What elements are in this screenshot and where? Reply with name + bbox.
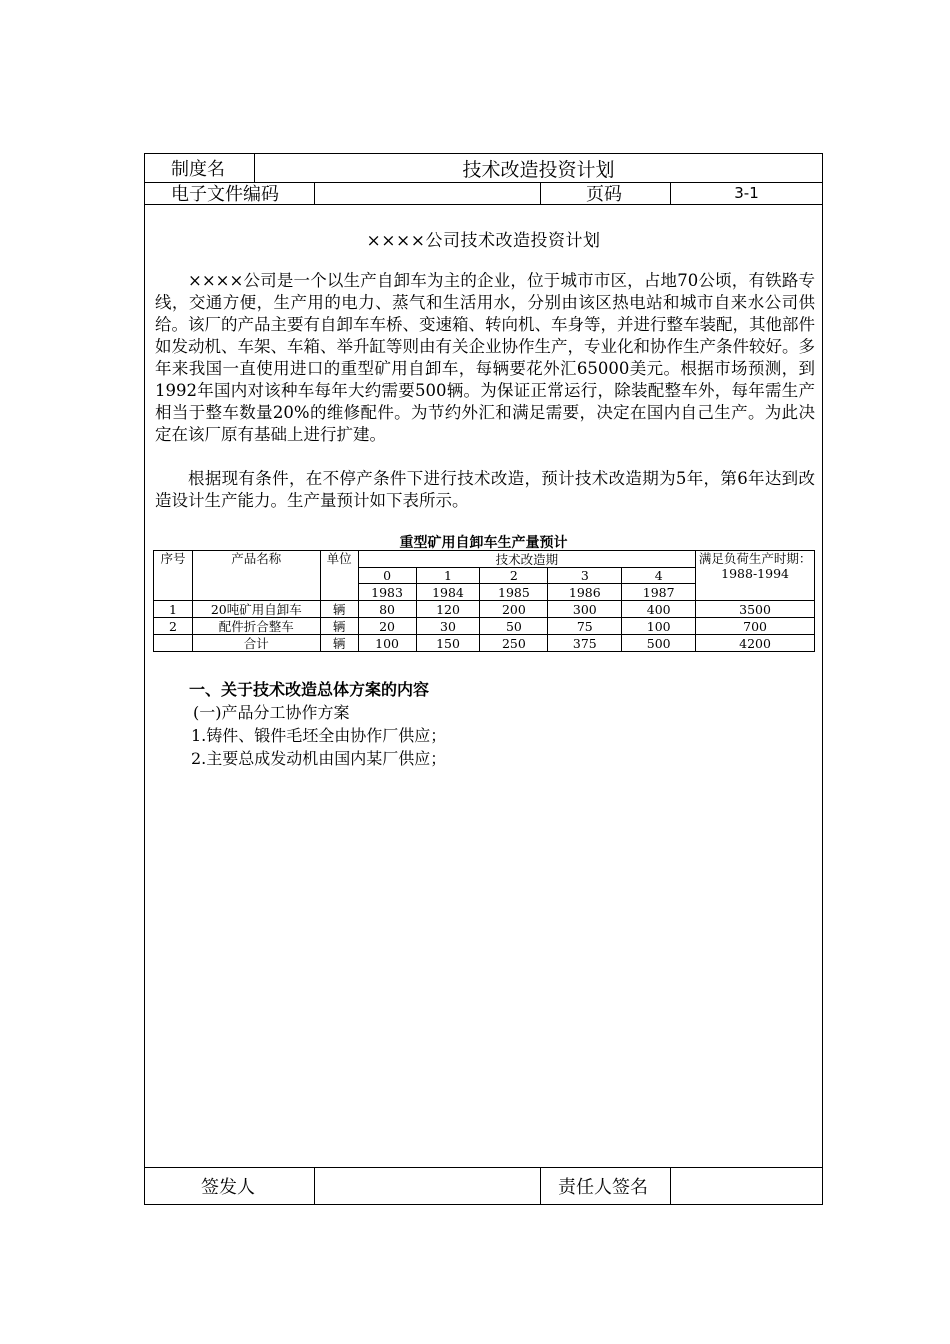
- row-full: 700: [696, 618, 815, 635]
- period-index: 3: [548, 568, 622, 584]
- row-no: 1: [154, 601, 193, 618]
- responsible-label: 责任人签名: [558, 1177, 648, 1198]
- document-title: ××××公司技术改造投资计划: [366, 231, 601, 251]
- row-value: 100: [358, 635, 416, 652]
- header-unit: 单位: [320, 551, 358, 601]
- period-index: 4: [622, 568, 696, 584]
- table-row-total: [154, 635, 815, 652]
- footer-row: [145, 1167, 822, 1204]
- system-name-label: 制度名: [171, 159, 225, 180]
- file-code-label: 电子文件编码: [171, 184, 279, 205]
- file-code-value: [315, 182, 540, 204]
- header-row-system-name: [145, 154, 822, 183]
- row-unit: 辆: [320, 618, 358, 635]
- page-value: 3-1: [734, 184, 759, 202]
- period-year: 1986: [548, 584, 622, 601]
- period-index: 0: [358, 568, 416, 584]
- document-frame: [144, 153, 823, 1205]
- row-value: 400: [622, 601, 696, 618]
- row-no: 2: [154, 618, 193, 635]
- row-value: 300: [548, 601, 622, 618]
- row-value: 30: [416, 618, 480, 635]
- row-full: 3500: [696, 601, 815, 618]
- section-heading: 一、关于技术改造总体方案的内容: [189, 680, 430, 699]
- list-item: 1.铸件、锻件毛坯全由协作厂供应；: [191, 726, 447, 745]
- paragraph-2: 根据现有条件，在不停产条件下进行技术改造，预计技术改造期为5年，第6年达到改造设计生产能力。生产量预计如下表所示。: [155, 469, 815, 510]
- issuer-label: 签发人: [201, 1177, 255, 1198]
- row-value: 150: [416, 635, 480, 652]
- row-value: 500: [622, 635, 696, 652]
- row-value: 250: [480, 635, 548, 652]
- row-value: 80: [358, 601, 416, 618]
- header-row-file-code: [145, 182, 822, 205]
- production-table: [153, 550, 815, 652]
- period-year: 1983: [358, 584, 416, 601]
- table-row: [154, 601, 815, 618]
- divider: [540, 182, 541, 204]
- responsible-value: [671, 1168, 822, 1204]
- period-index: 2: [480, 568, 548, 584]
- header-period: 技术改造期: [358, 551, 696, 568]
- row-name: 20吨矿用自卸车: [192, 601, 320, 618]
- row-unit: 辆: [320, 635, 358, 652]
- list-item: 2.主要总成发动机由国内某厂供应；: [191, 749, 447, 768]
- row-full: 4200: [696, 635, 815, 652]
- paragraph-1: ××××公司是一个以生产自卸车为主的企业，位于城市市区，占地70公顷，有铁路专线，交通方便，生产用的电力、蒸气和生活用水，分别由该区热电站和城市自来水公司供给。该厂的产品主要有自卸车车桥、变速箱、转向机、车身等，并进行整车装配，其他部件如发动机、车架、车箱、举升缸等则由有关企业协作生产，专业化和协作生产条件较好。多年来我国一直使用进口的重型矿用自卸车，每辆要花外汇65000美元。根据市场预测，到1992年国内对该种车每年大约需要500辆。为保证正常运行，除装配整车外，每年需生产相当于整车数量20%的维修配件。为节约外汇和满足需要，决定在国内自己生产。为此决定在该厂原有基础上进行扩建。: [155, 271, 815, 444]
- table-row: [154, 618, 815, 635]
- row-name: 配件折合整车: [192, 618, 320, 635]
- row-value: 375: [548, 635, 622, 652]
- subsection-heading: (一)产品分工协作方案: [193, 703, 350, 722]
- row-value: 50: [480, 618, 548, 635]
- system-name-value: 技术改造投资计划: [462, 158, 615, 181]
- row-name: 合计: [192, 635, 320, 652]
- period-index: 1: [416, 568, 480, 584]
- row-unit: 辆: [320, 601, 358, 618]
- row-no: [154, 635, 193, 652]
- header-name: 产品名称: [192, 551, 320, 601]
- row-value: 75: [548, 618, 622, 635]
- issuer-value: [315, 1168, 540, 1204]
- page-label: 页码: [586, 184, 622, 205]
- row-value: 100: [622, 618, 696, 635]
- period-year: 1985: [480, 584, 548, 601]
- header-no: 序号: [154, 551, 193, 601]
- period-year: 1984: [416, 584, 480, 601]
- row-value: 20: [358, 618, 416, 635]
- row-value: 120: [416, 601, 480, 618]
- header-full-load: 满足负荷生产时期：1988-1994: [696, 551, 815, 601]
- period-year: 1987: [622, 584, 696, 601]
- divider: [540, 1168, 541, 1204]
- table-title: 重型矿用自卸车生产量预计: [399, 535, 568, 551]
- row-value: 200: [480, 601, 548, 618]
